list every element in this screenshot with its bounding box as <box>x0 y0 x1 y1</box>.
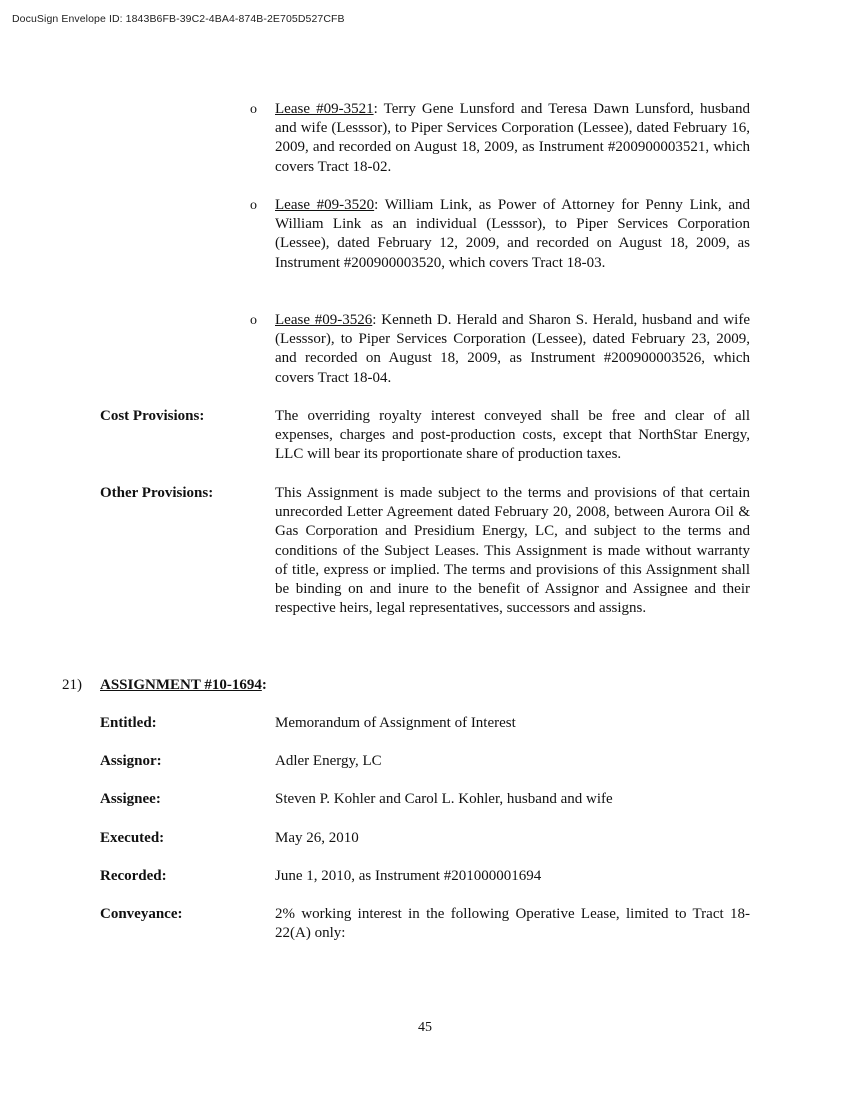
entitled-value: Memorandum of Assignment of Interest <box>275 715 516 731</box>
recorded-value: June 1, 2010, as Instrument #201000001694 <box>275 868 542 884</box>
assignor-label: Assignor: <box>100 753 162 769</box>
entitled-label: Entitled: <box>100 715 157 731</box>
assignee-value: Steven P. Kohler and Carol L. Kohler, husband and wife <box>275 791 613 807</box>
other-provisions-label: Other Provisions: <box>100 485 214 501</box>
lease-paragraph: Lease #09-3520: William Link, as Power of Attorney for Penny Link, and William Link as an individual (Lesssor), to Piper Services Corporation (Lessee), dated February 12, 2009, and recorded on August 18, 2009, as Instrument #200900003520, which covers Tract 18-03. <box>275 197 751 271</box>
section-number: 21) <box>62 677 82 693</box>
assignment-heading: ASSIGNMENT #10-1694: <box>100 677 267 693</box>
lease-paragraph: Lease #09-3526: Kenneth D. Herald and Sharon S. Herald, husband and wife (Lesssor), to Piper Services Corporation (Lessee), dated February 23, 2009, and recorded on August 18, 2009, as Instrument #200900003526, which covers Tract 18-04. <box>275 312 750 386</box>
lease-paragraph: Lease #09-3521: Terry Gene Lunsford and Teresa Dawn Lunsford, husband and wife (Lesssor), to Piper Services Corporation (Lessee), dated February 16, 2009, and recorded on August 18, 2009, as Instrument #200900003521, which covers Tract 18-02. <box>275 101 751 175</box>
lease-item <box>250 196 750 273</box>
conveyance-value: 2% working interest in the following Operative Lease, limited to Tract 18-22(A) only: <box>275 906 750 942</box>
lease-text: Kenneth D. Herald and Sharon S. Herald, husband and wife (Lesssor), to Piper Services Corporation (Lessee), dated February 23, 2009, and recorded on August 18, 2009, as Instrument #200900003526, which covers Tract 18-04. <box>275 312 750 386</box>
assignment-title: ASSIGNMENT #10-1694 <box>100 677 262 693</box>
executed-label: Executed: <box>100 830 165 846</box>
lease-item <box>250 100 750 177</box>
other-provisions-text: This Assignment is made subject to the terms and provisions of that certain unrecorded Letter Agreement dated February 20, 2008, between Aurora Oil & Gas Corporation and Presidium Energy, LC, and subject to the terms and conditions of the Subject Leases. This Assignment is made without warranty of title, express or implied. The terms and provisions of this Assignment shall be binding on and inure to the benefit of Assignor and Assignee and their respective heirs, legal representatives, successors and assigns. <box>275 485 750 617</box>
bullet-glyph: o <box>250 102 257 117</box>
page-number: 45 <box>418 1020 432 1035</box>
conveyance-label: Conveyance: <box>100 906 183 922</box>
bullet-glyph: o <box>250 198 257 213</box>
lease-ref: Lease #09-3520 <box>275 197 375 213</box>
executed-value: May 26, 2010 <box>275 830 359 846</box>
recorded-label: Recorded: <box>100 868 167 884</box>
assignor-value: Adler Energy, LC <box>275 753 382 769</box>
assignee-label: Assignee: <box>100 791 161 807</box>
bullet-glyph: o <box>250 313 257 328</box>
lease-item <box>250 311 750 388</box>
cost-provisions-text: The overriding royalty interest conveyed shall be free and clear of all expenses, charges and post-production costs, except that NorthStar Energy, LLC will bear its proportionate share of production taxes. <box>275 408 750 463</box>
docusign-envelope-id: DocuSign Envelope ID: 1843B6FB-39C2-4BA4-874B-2E705D527CFB <box>12 13 345 25</box>
lease-text: William Link, as Power of Attorney for Penny Link, and William Link as an individual (Lesssor), to Piper Services Corporation (Lessee), dated February 12, 2009, and recorded on August 18, 2009, as Instrument #200900003520, which covers Tract 18-03. <box>275 197 751 271</box>
cost-provisions-label: Cost Provisions: <box>100 408 205 424</box>
lease-ref: Lease #09-3526 <box>275 312 373 328</box>
lease-text: Terry Gene Lunsford and Teresa Dawn Lunsford, husband and wife (Lesssor), to Piper Services Corporation (Lessee), dated February 16, 2009, and recorded on August 18, 2009, as Instrument #200900003521, which covers Tract 18-02. <box>275 101 751 175</box>
lease-ref: Lease #09-3521 <box>275 101 374 117</box>
